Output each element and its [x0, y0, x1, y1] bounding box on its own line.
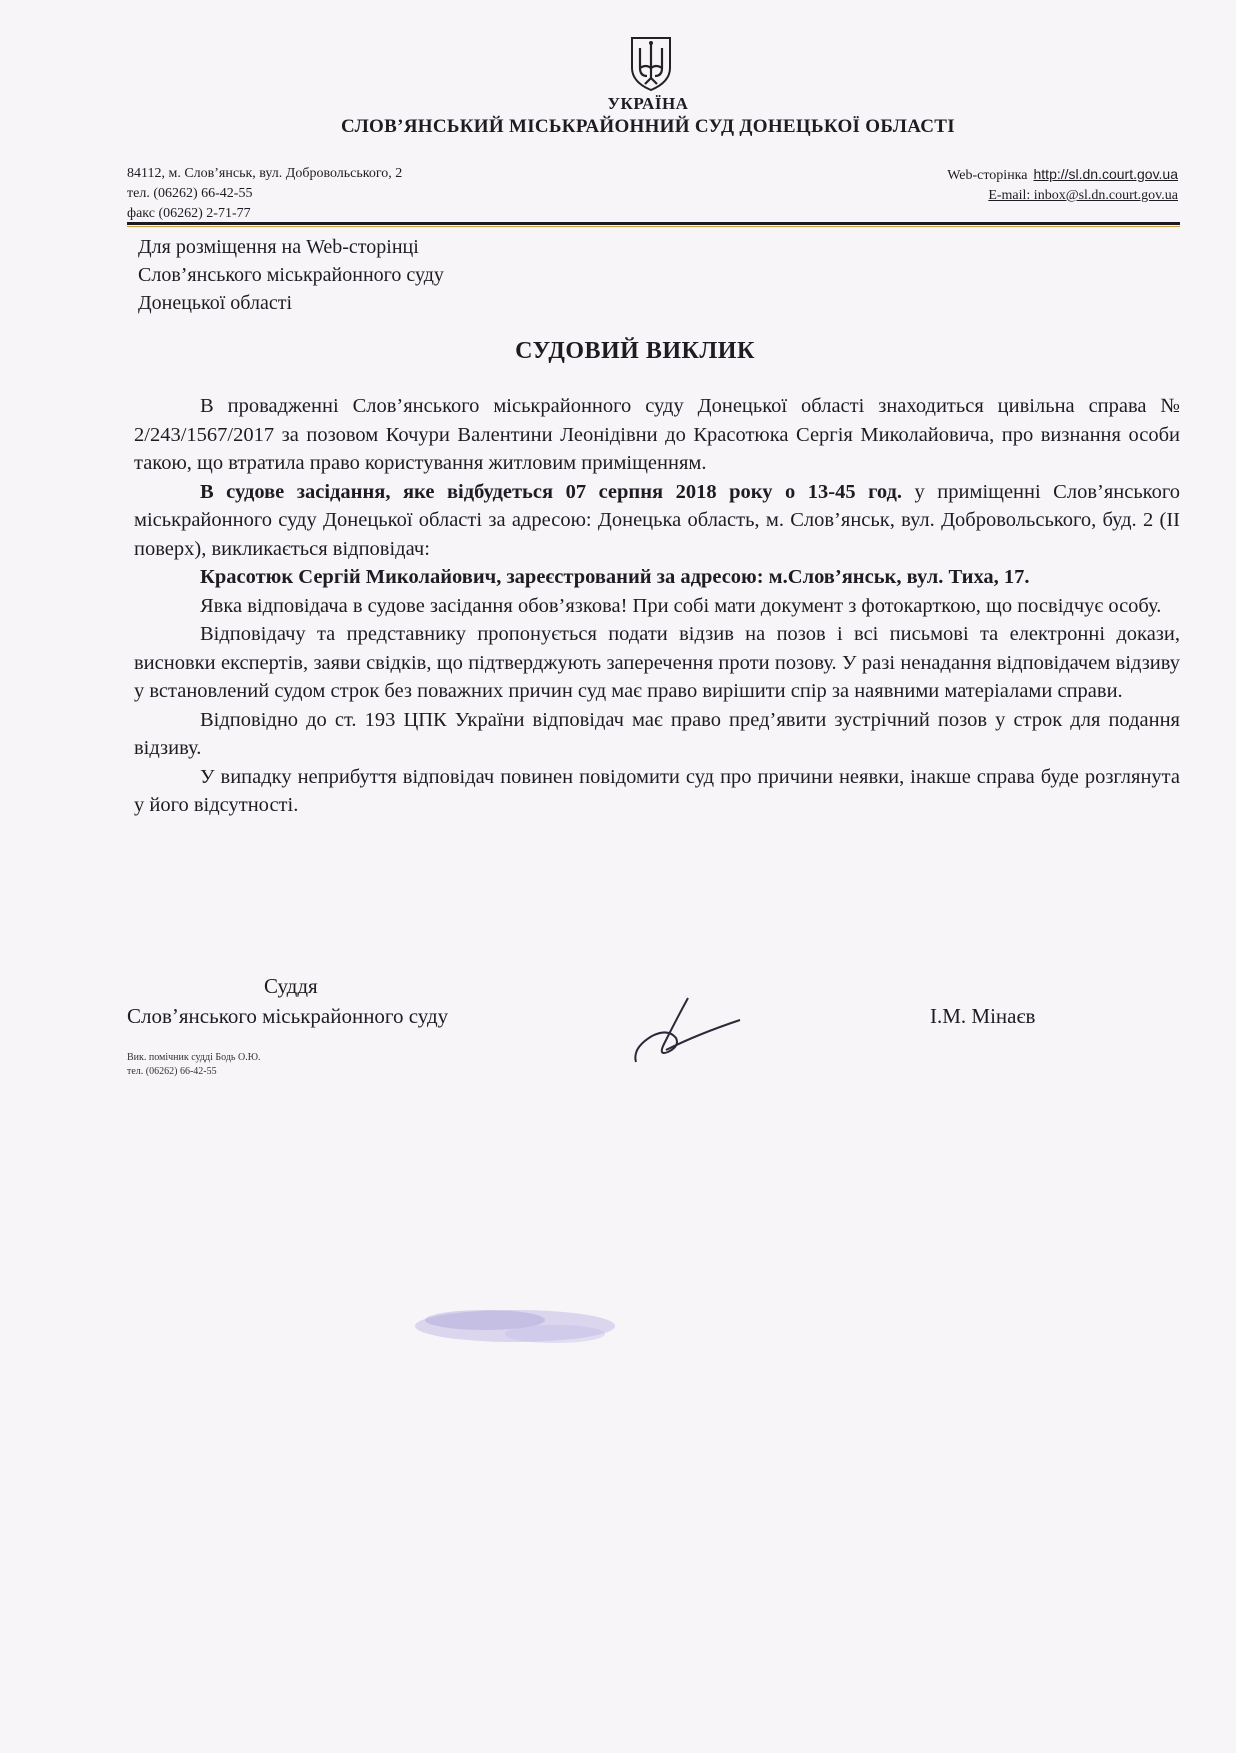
paragraph-hearing	[134, 478, 1180, 564]
phone-line: тел. (06262) 66-42-55	[127, 186, 253, 201]
court-web-contacts	[947, 164, 1178, 206]
recipient-line: Для розміщення на Web-сторінці	[138, 236, 419, 258]
paragraph-attendance: Явка відповідача в судове засідання обов’язкова! При собі мати документ з фотокарткою, що посвідчує особу.	[200, 594, 1162, 617]
judge-court: Слов’янського міськрайонного суду	[127, 1004, 449, 1028]
web-url-link[interactable]: http://sl.dn.court.gov.ua	[1033, 166, 1178, 182]
paragraph-case: В провадженні Слов’янського міськрайонного суду Донецької області знаходиться цивільна справа № 2/243/1567/2017 за позовом Кочури Валентини Леонідівни до Красотюка Сергія Миколайовича, про визнання особи такою, що втратила право користування житловим приміщенням.	[134, 395, 1180, 474]
summons-body	[134, 392, 1180, 820]
court-address	[127, 164, 402, 224]
recipient-line: Донецької області	[138, 292, 293, 314]
paragraph-absence: У випадку неприбуття відповідач повинен повідомити суд про причини неявки, інакше справа буде розглянута у його відсутності.	[134, 765, 1180, 816]
court-name-heading: СЛОВ’ЯНСЬКИЙ МІСЬКРАЙОННИЙ СУД ДОНЕЦЬКОЇ ОБЛАСТІ	[341, 116, 955, 137]
hearing-date-bold: В судове засідання, яке відбудеться 07 серпня 2018 року о 13-45 год.	[200, 480, 903, 503]
paragraph-response: Відповідачу та представнику пропонується подати відзив на позов і всі письмові та електронні докази, висновки експертів, заяви свідків, що підтверджують заперечення проти позову. У разі ненадання відповідачем відзиву у встановлений судом строк без поважних причин суд має право вирішити спір за наявними матеріалами справи.	[134, 623, 1180, 702]
hearing-location: у приміщенні Слов’янського міськрайонного суду Донецької області за адресою: Донецька область, м. Слов’янськ, вул. Добровольського, буд. 2 (ІІ поверх), викликається відповідач:	[134, 480, 1180, 560]
recipient-block	[138, 233, 444, 317]
judge-signature-icon	[628, 990, 748, 1070]
executor-note	[127, 1051, 260, 1079]
paragraph-defendant	[134, 563, 1180, 592]
recipient-line: Слов’янського міськрайонного суду	[138, 264, 444, 286]
web-label: Web-сторінка	[947, 168, 1028, 183]
judge-name: І.М. Мінаєв	[930, 1004, 1036, 1028]
executor-name: Вик. помічник судді Бодь О.Ю.	[127, 1052, 261, 1063]
fax-line: факс (06262) 2-71-77	[127, 206, 251, 221]
country-heading: УКРАЇНА	[607, 94, 689, 113]
address-line: 84112, м. Слов’янськ, вул. Добровольського, 2	[127, 166, 403, 181]
ink-smudge	[395, 1290, 635, 1360]
email-link[interactable]: E-mail: inbox@sl.dn.court.gov.ua	[988, 188, 1178, 203]
document-title: СУДОВИЙ ВИКЛИК	[515, 338, 755, 364]
header-rule-gold	[127, 226, 1180, 227]
paragraph-counterclaim: Відповідно до ст. 193 ЦПК України відповідач має право пред’явити зустрічний позов у строк для подання відзиву.	[134, 708, 1180, 759]
defendant-bold: Красотюк Сергій Миколайович, зареєстрований за адресою: м.Слов’янськ, вул. Тиха, 17.	[200, 566, 1030, 588]
header-rule-dark	[127, 222, 1180, 225]
executor-phone: тел. (06262) 66-42-55	[127, 1066, 217, 1077]
judge-title: Суддя	[264, 974, 318, 998]
trident-emblem-icon	[628, 34, 674, 92]
